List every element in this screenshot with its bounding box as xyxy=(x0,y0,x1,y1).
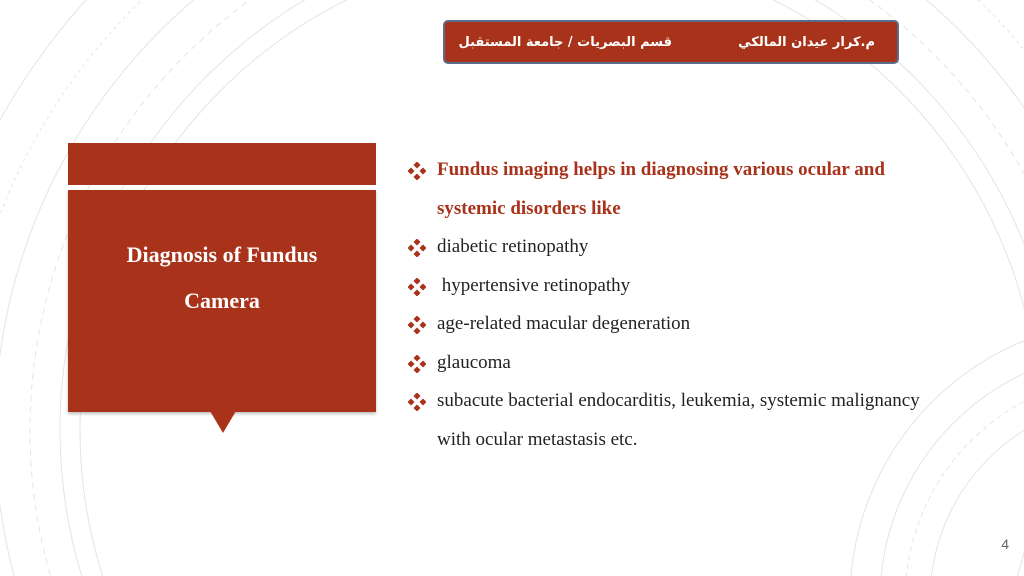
list-item xyxy=(408,382,1008,459)
header-bar xyxy=(443,20,899,64)
slide-title xyxy=(68,232,376,324)
slide-title-line-1: Diagnosis of Fundus xyxy=(126,242,318,267)
bullet-list xyxy=(408,151,1008,459)
department-name: قسم البصريات / جامعة المستقبل xyxy=(458,35,672,50)
slide-title-line-2: Camera xyxy=(184,288,260,313)
list-item-continuation: with ocular metastasis etc. xyxy=(437,428,638,450)
diamond-bullet-icon xyxy=(408,393,426,411)
intro-line-1: Fundus imaging helps in diagnosing various ocular and xyxy=(437,159,885,180)
list-item-text: glaucoma xyxy=(437,351,511,373)
diamond-bullet-icon xyxy=(408,278,426,296)
list-item xyxy=(408,228,1008,267)
list-item xyxy=(408,267,1008,306)
title-top-strip xyxy=(68,143,376,185)
author-name: م.كرار عيدان المالكي xyxy=(738,35,875,50)
list-item xyxy=(408,305,1008,344)
list-item xyxy=(408,344,1008,383)
intro-line-2: systemic disorders like xyxy=(437,197,621,219)
diamond-bullet-icon xyxy=(408,316,426,334)
diamond-bullet-icon xyxy=(408,239,426,257)
list-item-text: diabetic retinopathy xyxy=(437,236,589,257)
list-item-intro xyxy=(408,151,1008,228)
list-item-text: age-related macular degeneration xyxy=(437,313,691,334)
title-pointer-arrow xyxy=(210,411,236,433)
list-item-text: hypertensive retinopathy xyxy=(437,274,631,296)
diamond-bullet-icon xyxy=(408,355,426,373)
title-box xyxy=(68,190,376,412)
page-number: 4 xyxy=(1001,536,1009,552)
diamond-bullet-icon xyxy=(408,162,426,180)
list-item-text: subacute bacterial endocarditis, leukemia, systemic malignancy xyxy=(437,390,920,411)
